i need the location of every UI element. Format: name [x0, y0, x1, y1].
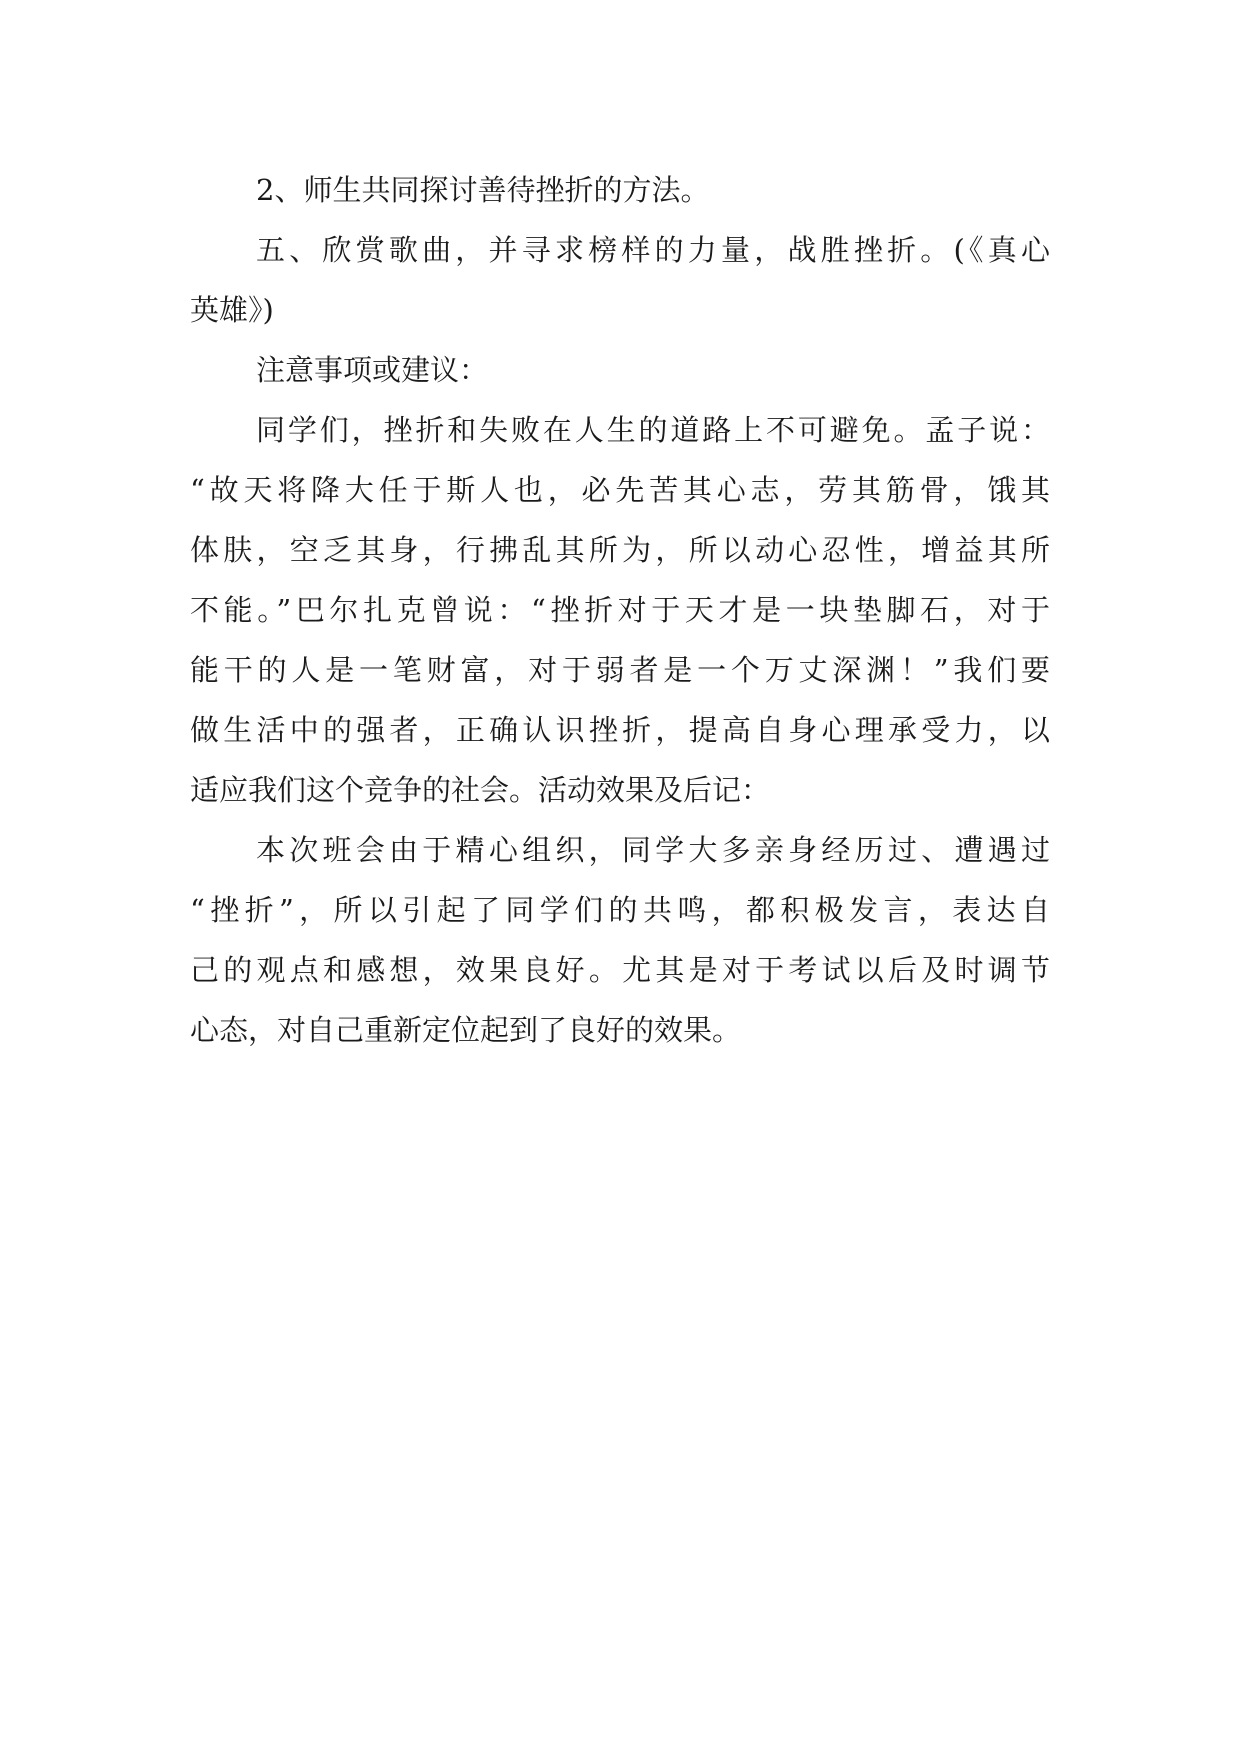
line-text: 做生活中的强者，正确认识挫折，提高自身心理承受力，以	[190, 713, 1050, 747]
text-line	[190, 1000, 1050, 1060]
text-line	[190, 220, 1050, 280]
line-text: 能干的人是一笔财富，对于弱者是一个万丈深渊！”我们要	[190, 653, 1050, 687]
text-line	[190, 580, 1050, 640]
text-line	[190, 520, 1050, 580]
line-text: “故天将降大任于斯人也，必先苦其心志，劳其筋骨，饿其	[190, 473, 1050, 507]
text-line	[190, 160, 1050, 220]
text-line	[190, 640, 1050, 700]
line-text: 不能。”巴尔扎克曾说：“挫折对于天才是一块垫脚石，对于	[190, 593, 1050, 627]
line-text: 2、师生共同探讨善待挫折的方法。	[256, 173, 710, 207]
line-text: 心态，对自己重新定位起到了良好的效果。	[190, 1013, 742, 1047]
text-line	[190, 460, 1050, 520]
line-text: 同学们，挫折和失败在人生的道路上不可避免。孟子说：	[256, 413, 1050, 447]
line-text: 体肤，空乏其身，行拂乱其所为，所以动心忍性，增益其所	[190, 533, 1050, 567]
line-text: 注意事项或建议：	[256, 353, 489, 387]
text-line	[190, 940, 1050, 1000]
line-text: 本次班会由于精心组织，同学大多亲身经历过、遭遇过	[256, 833, 1050, 867]
line-text: 五、欣赏歌曲，并寻求榜样的力量，战胜挫折。(《真心	[256, 233, 1050, 267]
line-text: 己的观点和感想，效果良好。尤其是对于考试以后及时调节	[190, 953, 1050, 987]
text-line	[190, 700, 1050, 760]
text-line	[190, 760, 1050, 820]
line-text: “挫折”，所以引起了同学们的共鸣，都积极发言，表达自	[190, 893, 1050, 927]
text-line	[190, 400, 1050, 460]
text-line	[190, 880, 1050, 940]
text-line	[190, 280, 1050, 340]
text-line	[190, 820, 1050, 880]
text-line	[190, 340, 1050, 400]
line-text: 英雄》)	[190, 293, 274, 327]
line-text: 适应我们这个竞争的社会。活动效果及后记：	[190, 773, 771, 807]
document-page	[190, 160, 1050, 1060]
